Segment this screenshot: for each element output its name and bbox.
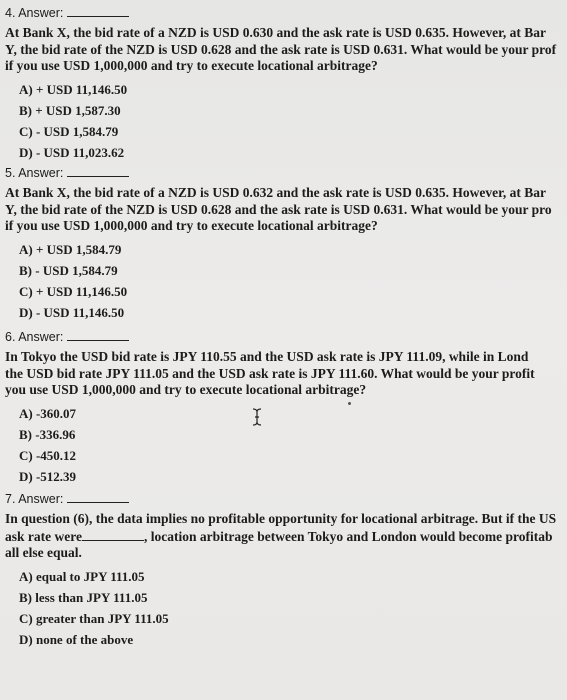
option-d[interactable]: D) - USD 11,146.50 [19,304,125,320]
question-stem [5,511,567,562]
stem-line-prefix: ask rate were [5,528,82,544]
answer-label: 5. Answer: [5,166,64,180]
option-a[interactable]: A) + USD 1,584.79 [19,241,122,257]
text-cursor-icon [252,408,262,426]
answer-label: 7. Answer: [5,492,64,506]
answer-blank[interactable] [67,4,129,17]
answer-line [5,328,567,345]
option-c[interactable]: C) + USD 11,146.50 [19,283,128,299]
option-c[interactable]: C) - USD 1,584.79 [19,123,119,139]
option-a[interactable]: A) equal to JPY 111.05 [19,568,145,584]
answer-blank[interactable] [67,490,129,503]
stem-line: Y, the bid rate of the NZD is USD 0.628 and the ask rate is USD 0.631. What would be your prof [5,41,557,57]
answer-line [5,4,567,21]
option-list [19,403,567,487]
question-7 [5,490,567,650]
stem-line: all else equal. [5,545,82,560]
stem-line: if you use USD 1,000,000 and try to execute locational arbitrage? [5,218,378,233]
question-stem [5,25,567,75]
answer-label: 4. Answer: [5,6,64,20]
stem-line: In Tokyo the USD bid rate is JPY 110.55 and the USD ask rate is JPY 111.09, while in Lond [5,349,529,364]
stem-line: At Bank X, the bid rate of a NZD is USD 0.632 and the ask rate is USD 0.635. However, at Bar [5,185,547,200]
answer-line [5,164,567,181]
option-d[interactable]: D) -512.39 [19,468,77,484]
option-b[interactable]: B) + USD 1,587.30 [19,102,121,118]
question-stem [5,185,567,235]
option-a[interactable]: A) + USD 11,146.50 [19,81,128,97]
option-list [19,566,567,650]
stem-line: you use USD 1,000,000 and try to execute locational arbitrage? [5,382,367,397]
question-stem [5,349,567,399]
question-6 [5,328,567,487]
answer-line [5,490,567,507]
stem-line: In question (6), the data implies no profitable opportunity for locational arbitrage. But if the US [5,511,557,526]
stem-line: Y, the bid rate of the NZD is USD 0.628 and the ask rate is USD 0.631. What would be your pro [5,201,552,217]
fill-in-blank[interactable] [82,528,144,541]
question-5 [5,164,567,323]
stem-line: At Bank X, the bid rate of a NZD is USD 0.630 and the ask rate is USD 0.635. However, at Bar [5,25,547,40]
option-b[interactable]: B) less than JPY 111.05 [19,589,148,605]
answer-blank[interactable] [67,328,129,341]
option-list [19,79,567,163]
stem-line-suffix: , location arbitrage between Tokyo and London would become profitab [143,528,553,544]
option-d[interactable]: D) - USD 11,023.62 [19,144,125,160]
question-4 [5,4,567,163]
answer-blank[interactable] [67,164,129,177]
dot-mark [348,402,351,405]
option-b[interactable]: B) - USD 1,584.79 [19,262,118,278]
stem-line: the USD bid rate JPY 111.05 and the USD ask rate is JPY 111.60. What would be your profit [5,365,535,381]
stem-line: if you use USD 1,000,000 and try to execute locational arbitrage? [5,58,378,73]
answer-label: 6. Answer: [5,330,64,344]
option-b[interactable]: B) -336.96 [19,426,76,442]
stem-line [5,528,567,546]
option-c[interactable]: C) greater than JPY 111.05 [19,610,169,626]
option-a[interactable]: A) -360.07 [19,405,77,421]
option-d[interactable]: D) none of the above [19,631,134,647]
option-list [19,239,567,323]
option-c[interactable]: C) -450.12 [19,447,77,463]
